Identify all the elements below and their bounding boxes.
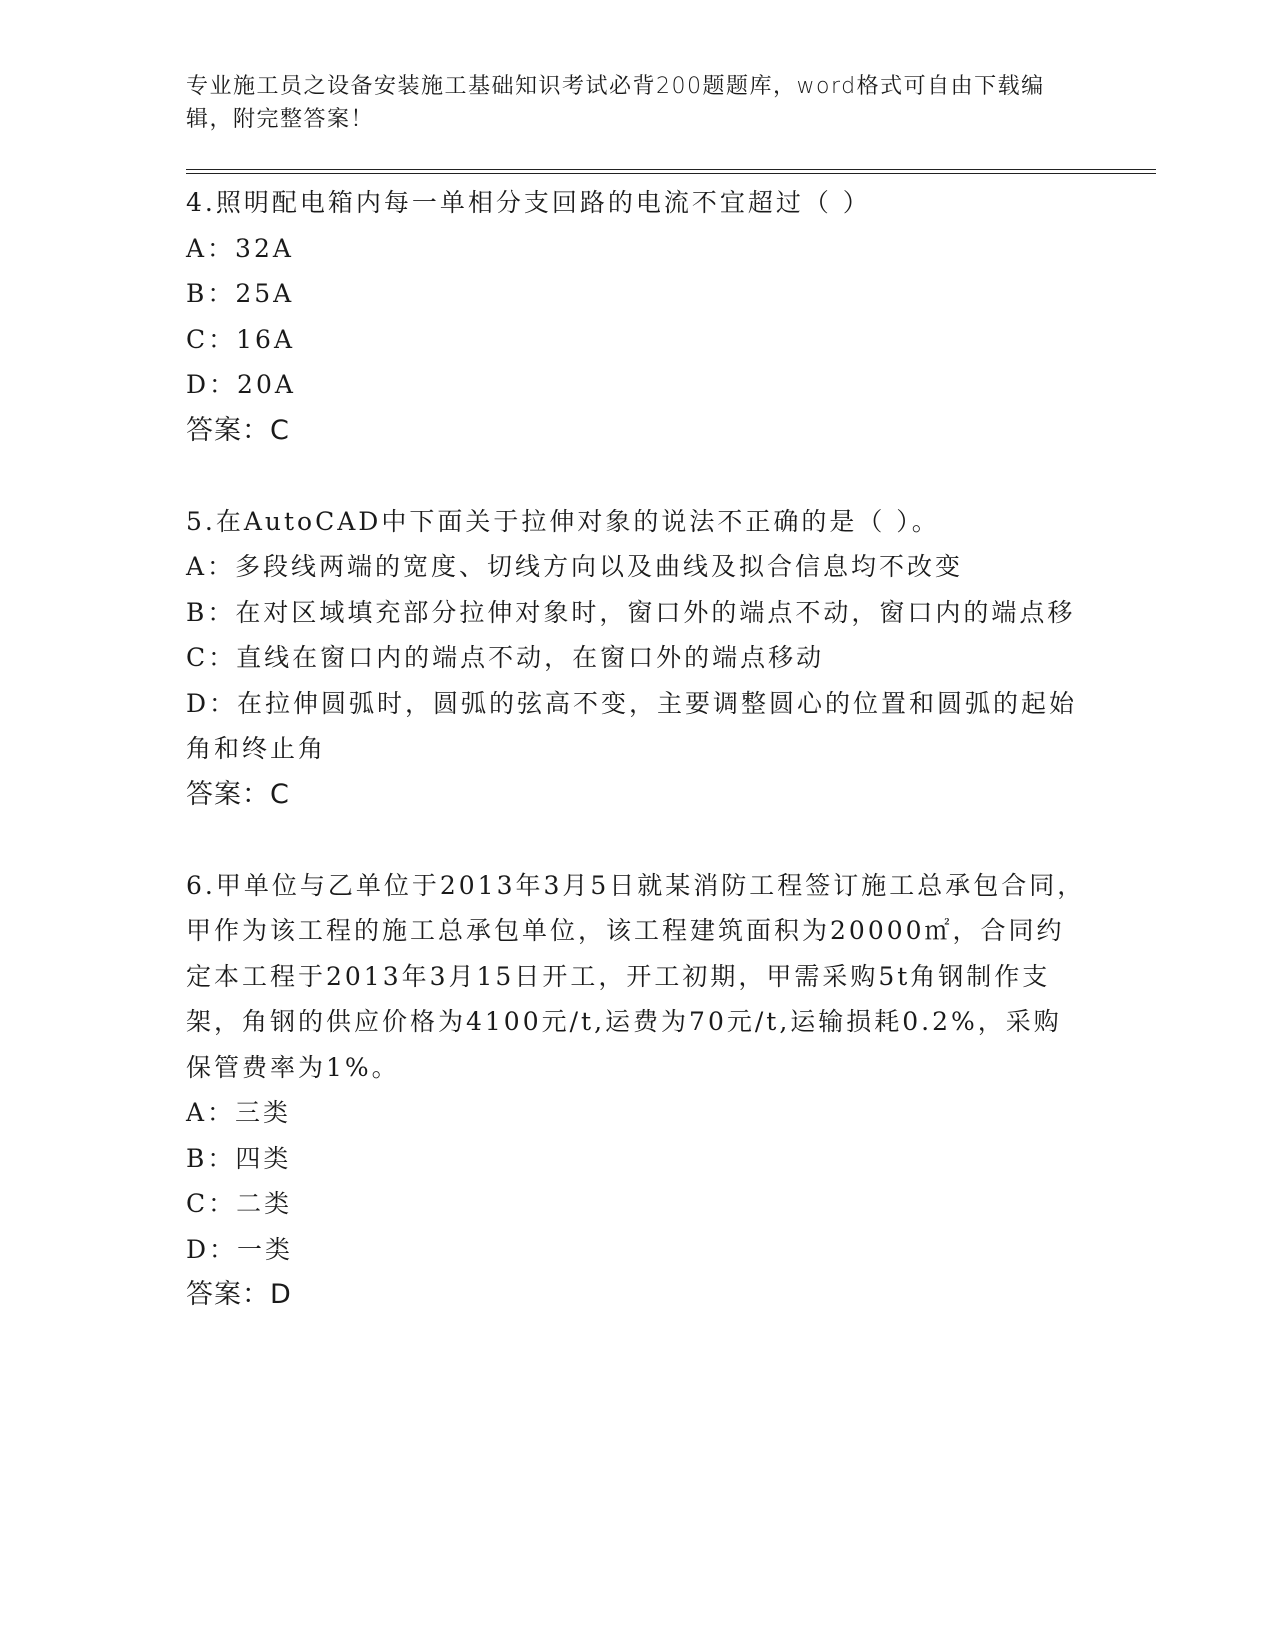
option-b: B：四类 <box>186 1143 292 1173</box>
option-c: C：直线在窗口内的端点不动，在窗口外的端点移动 <box>186 643 825 672</box>
answer-line: 答案：D <box>186 1279 292 1310</box>
question-5 <box>186 499 1166 818</box>
header-divider <box>186 169 1156 174</box>
option-b: B：25A <box>186 279 295 308</box>
option-a: A：多段线两端的宽度、切线方向以及曲线及拟合信息均不改变 <box>186 552 964 581</box>
question-stem: 4.照明配电箱内每一单相分支回路的电流不宜超过（ ） <box>186 188 871 217</box>
spacer <box>186 817 1166 863</box>
option-c: C：二类 <box>186 1189 293 1218</box>
header-divider-inner <box>186 173 1156 174</box>
answer-line: 答案：C <box>186 414 290 446</box>
spacer <box>186 453 1166 499</box>
question-4 <box>186 180 1166 453</box>
question-stem: 5.在AutoCAD中下面关于拉伸对象的说法不正确的是（ ）。 <box>186 506 940 536</box>
option-c: C：16A <box>186 324 295 354</box>
option-d: D：在拉伸圆弧时，圆弧的弦高不变，主要调整圆心的位置和圆弧的起始角和终止角 <box>186 688 1078 763</box>
question-6 <box>186 863 1166 1318</box>
option-d: D：一类 <box>186 1234 294 1264</box>
document-header: 专业施工员之设备安装施工基础知识考试必背200题题库，word格式可自由下载编辑，附完整答案！ <box>186 74 1045 132</box>
option-d: D：20A <box>186 370 296 399</box>
document-page <box>186 70 1166 1318</box>
option-a: A：三类 <box>186 1098 292 1127</box>
option-a: A：32A <box>186 233 294 263</box>
answer-line: 答案：C <box>186 778 290 810</box>
question-stem: 6.甲单位与乙单位于2013年3月5日就某消防工程签订施工总承包合同，甲作为该工程的施工总承包单位，该工程建筑面积为20000㎡，合同约定本工程于2013年3月15日开工，开工初期，甲需采购5t角钢制作支架，角钢的供应价格为4100元/t,运费为70元/t,运输损耗0.2%，采购保管费率为1%。 <box>186 870 1086 1082</box>
option-b: B：在对区域填充部分拉伸对象时，窗口外的端点不动，窗口内的端点移 <box>186 597 1076 627</box>
